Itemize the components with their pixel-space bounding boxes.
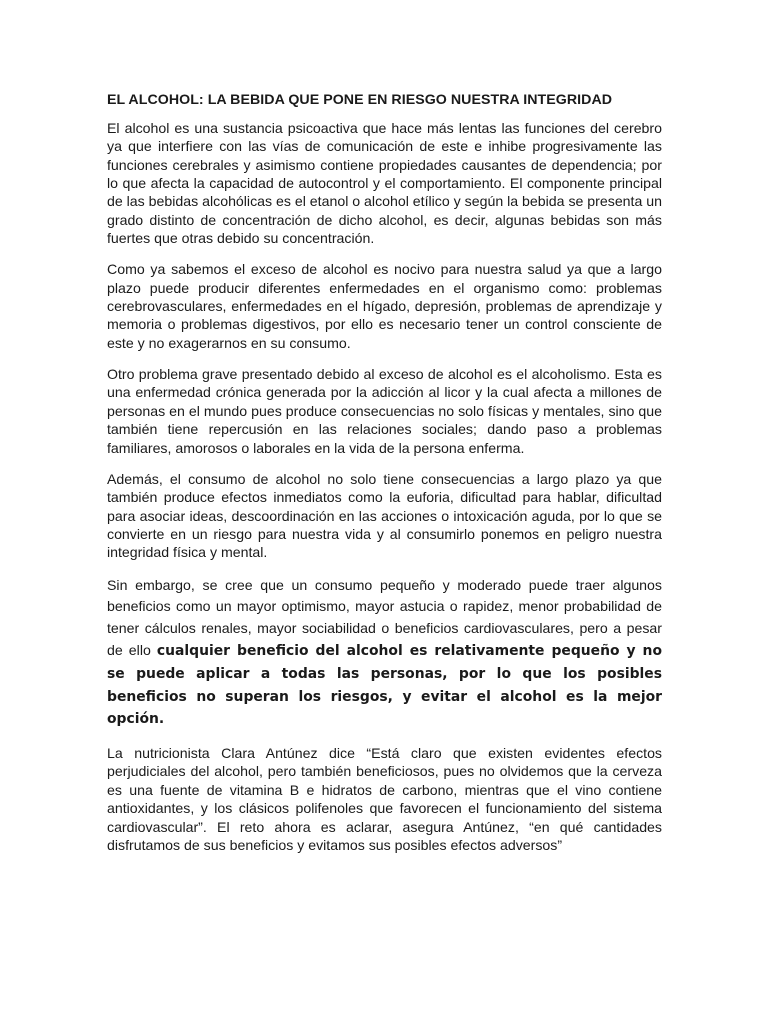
document-title: EL ALCOHOL: LA BEBIDA QUE PONE EN RIESGO NUESTRA INTEGRIDAD — [107, 92, 613, 108]
paragraph-6: La nutricionista Clara Antúnez dice “Está claro que existen evidentes efectos perjudiciales del alcohol, pero también beneficiosos, pues no olvidemos que la cerveza es una fuente de vitamina B e hidratos de carbono, mientras que el vino contiene antioxidantes, y los clásicos polifenoles que favorecen el funcionamiento del sistema cardiovascular”. El reto ahora es aclarar, asegura Antúnez, “en qué cantidades disfrutamos de sus beneficios y evitamos sus posibles efectos adversos” — [107, 745, 662, 853]
paragraph-3: Otro problema grave presentado debido al exceso de alcohol es el alcoholismo. Esta es una enfermedad crónica generada por la adicción al licor y la cual afecta a millones de personas en el mundo pues produce consecuencias no solo físicas y mentales, sino que también tiene repercusión en las relaciones sociales; dando paso a problemas familiares, amorosos o laborales en la vida de la persona enferma. — [107, 366, 662, 456]
paragraph-5 — [107, 575, 662, 732]
document-page — [107, 90, 662, 867]
paragraph-4: Además, el consumo de alcohol no solo tiene consecuencias a largo plazo ya que también produce efectos inmediatos como la euforia, dificultad para hablar, dificultad para asociar ideas, descoordinación en las acciones o intoxicación aguda, por lo que se convierte en un riesgo para nuestra vida y al consumirlo ponemos en peligro nuestra integridad física y mental. — [107, 470, 662, 561]
paragraph-5-normal-text: Sin embargo, se cree que un consumo pequeño y moderado puede traer algunos beneficios como un mayor optimismo, mayor astucia o rapidez, menor probabilidad de tener cálculos renales, mayor sociabilidad o beneficios cardiovasculares, pero a pesar de ello — [107, 576, 662, 658]
paragraph-1: El alcohol es una sustancia psicoactiva que hace más lentas las funciones del cerebro ya que interfiere con las vías de comunicación de este e inhibe progresivamente las funciones cerebrales y asimismo contiene propiedades causantes de dependencia; por lo que afecta la capacidad de autocontrol y el comportamiento. El componente principal de las bebidas alcohólicas es el etanol o alcohol etílico y según la bebida se presenta un grado distinto de concentración de dicho alcohol, es decir, algunas bebidas son más fuertes que otras debido su concentración. — [107, 120, 662, 247]
paragraph-2: Como ya sabemos el exceso de alcohol es nocivo para nuestra salud ya que a largo plazo puede producir diferentes enfermedades en el organismo como: problemas cerebrovasculares, enfermedades en el hígado, depresión, problemas de aprendizaje y memoria o problemas digestivos, por ello es necesario tener un control consciente de este y no exagerarnos en su consumo. — [107, 261, 662, 351]
paragraph-5-bold-text: cualquier beneficio del alcohol es relativamente pequeño y no se puede aplicar a todas las personas, por lo que los posibles beneficios no superan los riesgos, y evitar el alcohol es la mejor opción. — [107, 642, 662, 728]
